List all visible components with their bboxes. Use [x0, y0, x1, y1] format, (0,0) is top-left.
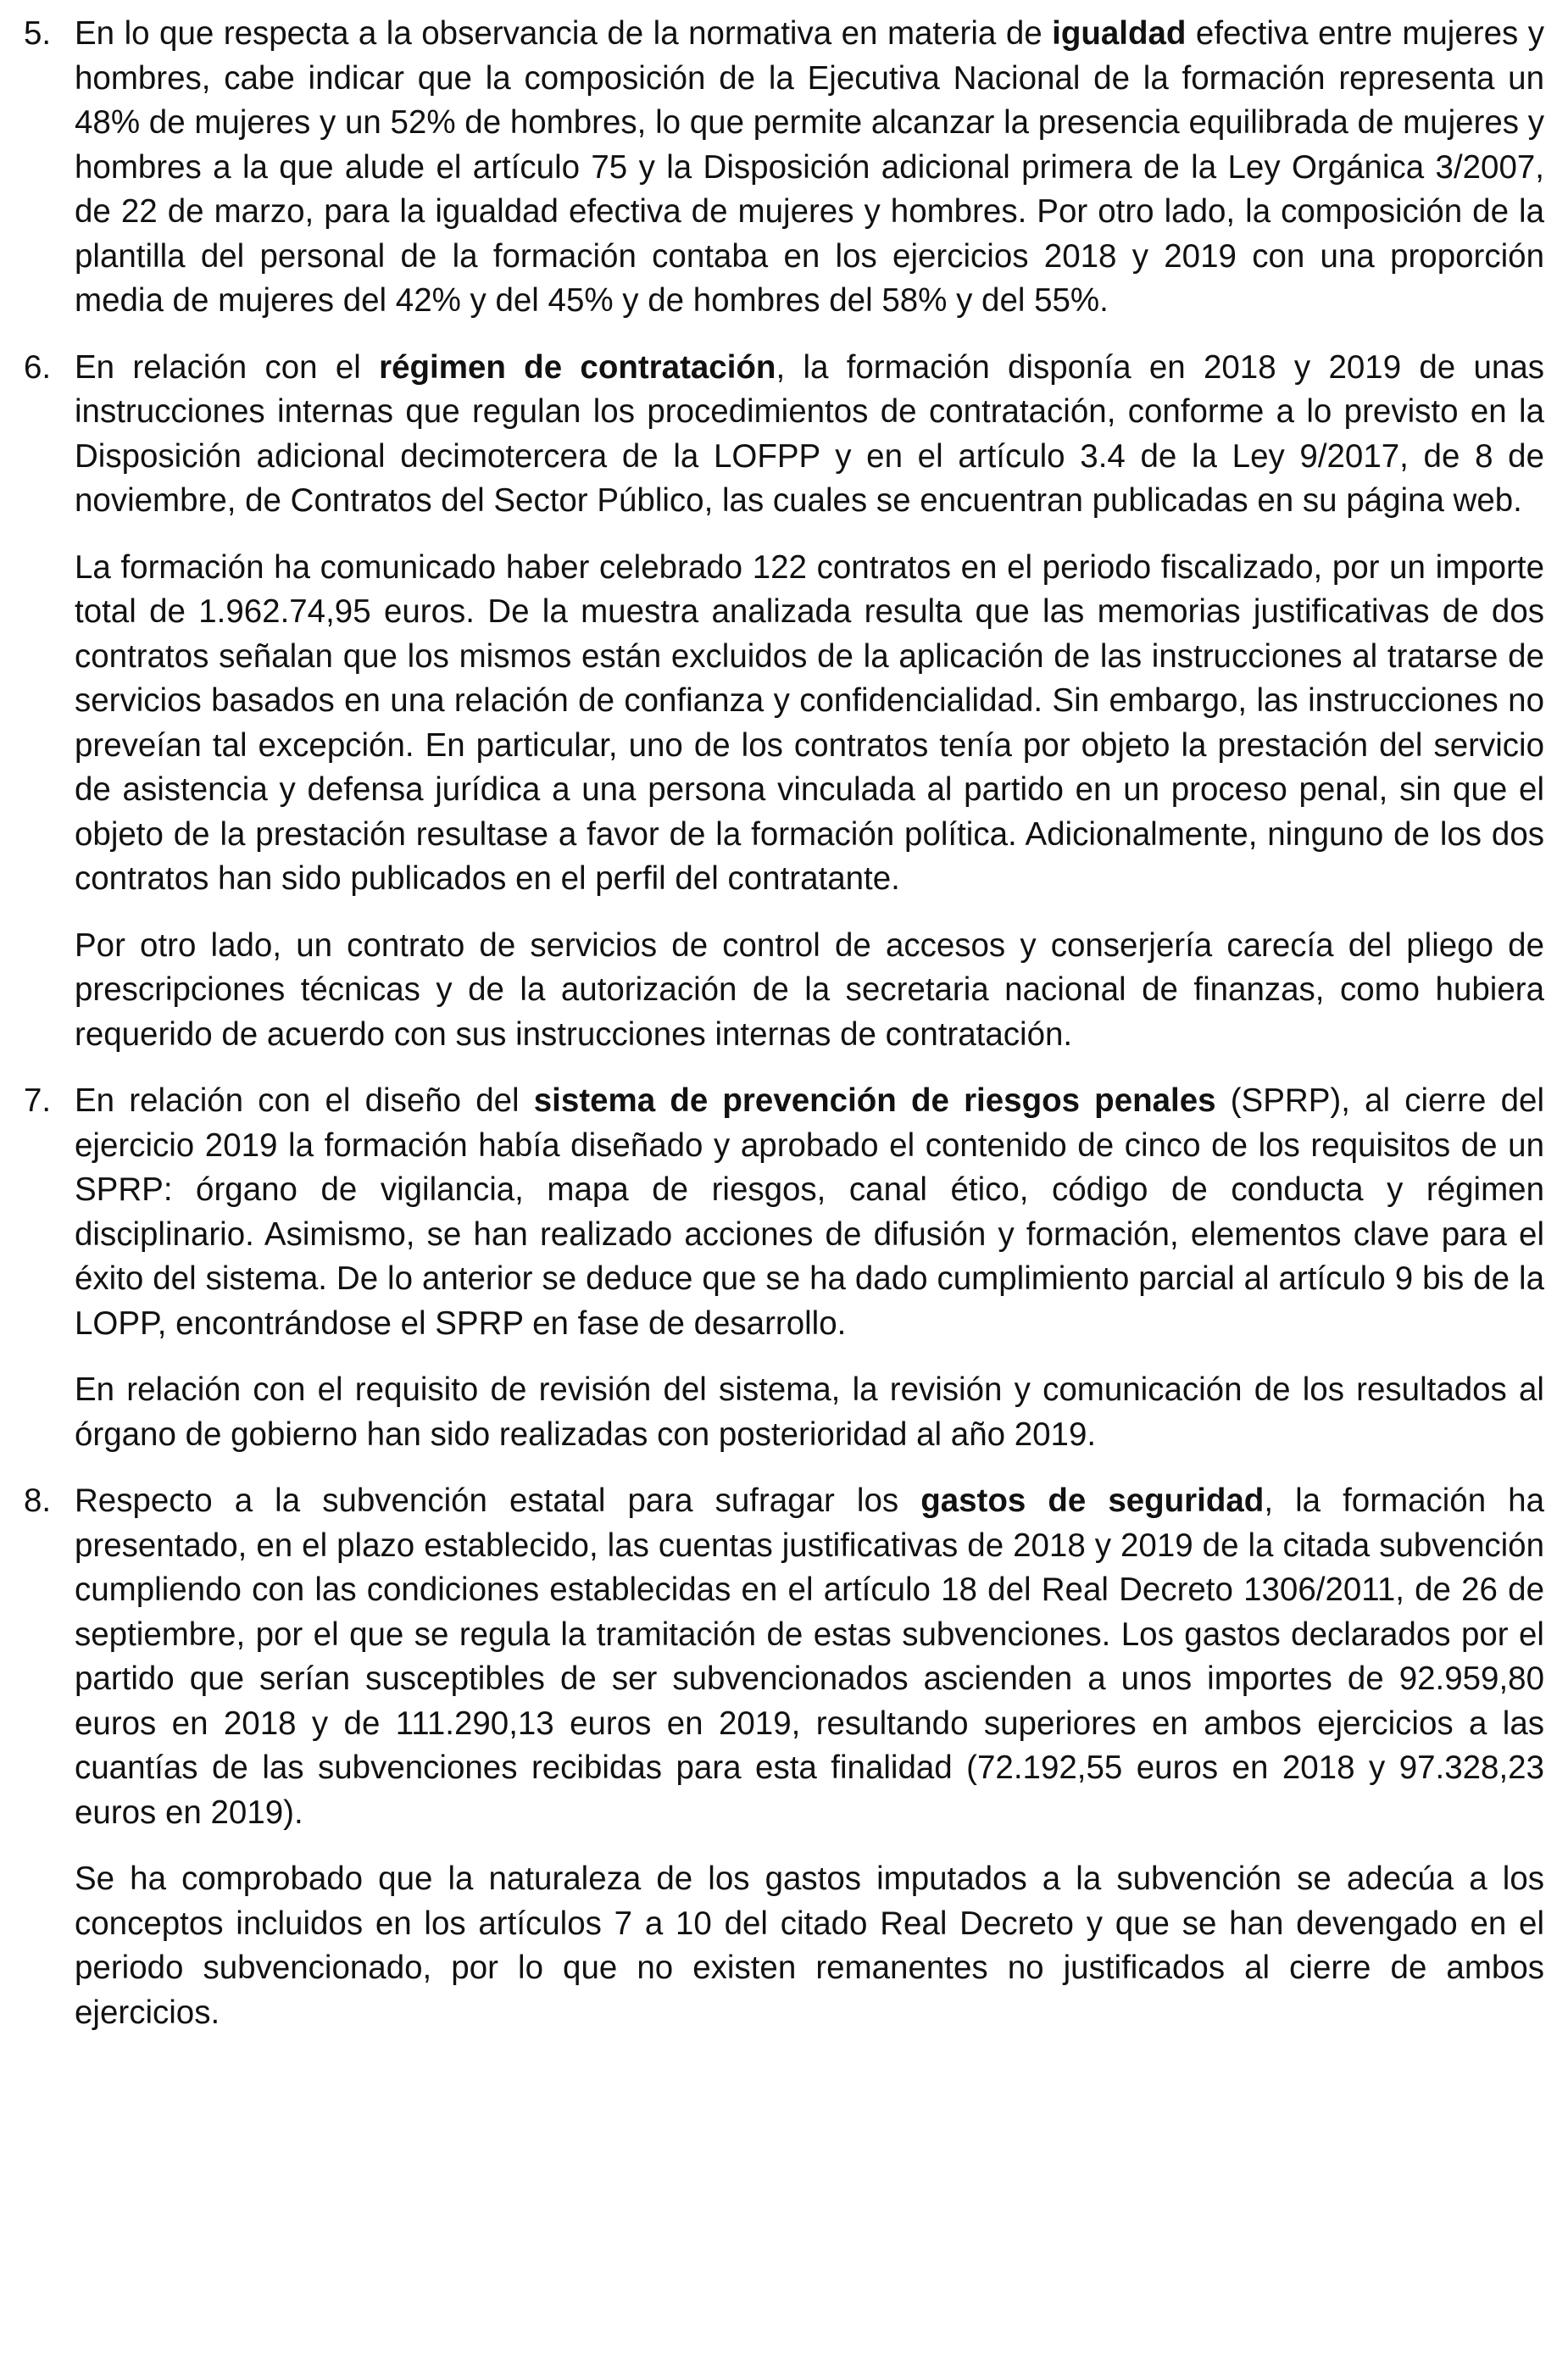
- bold-term: igualdad: [1052, 15, 1187, 52]
- item-number: 8.: [24, 1482, 52, 1519]
- numbered-item-8: [24, 1479, 1544, 2035]
- paragraph: Se ha comprobado que la naturaleza de los gastos imputados a la subvención se adecúa a los conceptos incluidos en los artículos 7 a 10 del citado Real Decreto y que se han devengado en el periodo subvencionado, por lo que no existen remanentes no justificados al cierre de ambos ejercicios.: [75, 1861, 1544, 2031]
- paragraph: La formación ha comunicado haber celebrado 122 contratos en el periodo fiscalizado, por un importe total de 1.962.74,95 euros. De la muestra analizada resulta que las memorias justificativas de dos contratos señalan que los mismos están excluidos de la aplicación de las instrucciones al tratarse de servicios basados en una relación de confianza y confidencialidad. Sin embargo, las instrucciones no preveían tal excepción. En particular, uno de los contratos tenía por objeto la prestación del servicio de asistencia y defensa jurídica a una persona vinculada al partido en un proceso penal, sin que el objeto de la prestación resultase a favor de la formación política. Adicionalmente, ninguno de los dos contratos han sido publicados en el perfil del contratante.: [75, 548, 1544, 897]
- numbered-item-6: [24, 346, 1544, 1058]
- bold-term: sistema de prevención de riesgos penales: [533, 1082, 1216, 1119]
- item-number: 5.: [24, 15, 52, 52]
- paragraph: Por otro lado, un contrato de servicios de control de accesos y conserjería carecía del pliego de prescripciones técnicas y de la autorización de la secretaria nacional de finanzas, como hubiera requerido de acuerdo con sus instrucciones internas de contratación.: [75, 926, 1544, 1053]
- paragraph: En relación con el diseño del sistema de prevención de riesgos penales (SPRP), al cierre del ejercicio 2019 la formación había diseñado y aprobado el contenido de cinco de los requisitos de un SPRP: órgano de vigilancia, mapa de riesgos, canal ético, código de conducta y régimen disciplinario. Asimismo, se han realizado acciones de difusión y formación, elementos clave para el éxito del sistema. De lo anterior se deduce que se ha dado cumplimiento parcial al artículo 9 bis de la LOPP, encontrándose el SPRP en fase de desarrollo.: [75, 1082, 1545, 1342]
- bold-term: gastos de seguridad: [920, 1482, 1265, 1519]
- paragraph: En relación con el requisito de revisión del sistema, la revisión y comunicación de los resultados al órgano de gobierno han sido realizadas con posterioridad al año 2019.: [75, 1371, 1544, 1453]
- paragraph: Respecto a la subvención estatal para sufragar los gastos de seguridad, la formación ha presentado, en el plazo establecido, las cuentas justificativas de 2018 y 2019 de la citada subvención cumpliendo con las condiciones establecidas en el artículo 18 del Real Decreto 1306/2011, de 26 de septiembre, por el que se regula la tramitación de estas subvenciones. Los gastos declarados por el partido que serían susceptibles de ser subvencionados ascienden a unos importes de 92.959,80 euros en 2018 y de 111.290,13 euros en 2019, resultando superiores en ambos ejercicios a las cuantías de las subvenciones recibidas para esta finalidad (72.192,55 euros en 2018 y 97.328,23 euros en 2019).: [75, 1482, 1545, 1831]
- paragraph: En lo que respecta a la observancia de la normativa en materia de igualdad efectiva entre mujeres y hombres, cabe indicar que la composición de la Ejecutiva Nacional de la formación representa un 48% de mujeres y un 52% de hombres, lo que permite alcanzar la presencia equilibrada de mujeres y hombres a la que alude el artículo 75 y la Disposición adicional primera de la Ley Orgánica 3/2007, de 22 de marzo, para la igualdad efectiva de mujeres y hombres. Por otro lado, la composición de la plantilla del personal de la formación contaba en los ejercicios 2018 y 2019 con una proporción media de mujeres del 42% y del 45% y de hombres del 58% y del 55%.: [75, 15, 1544, 319]
- numbered-item-5: [24, 12, 1544, 324]
- paragraph: En relación con el régimen de contratación, la formación disponía en 2018 y 2019 de unas instrucciones internas que regulan los procedimientos de contratación, conforme a lo previsto en la Disposición adicional decimotercera de la LOFPP y en el artículo 3.4 de la Ley 9/2017, de 8 de noviembre, de Contratos del Sector Público, las cuales se encuentran publicadas en su página web.: [75, 348, 1544, 519]
- numbered-item-7: [24, 1079, 1544, 1457]
- item-number: 7.: [24, 1082, 52, 1119]
- item-number: 6.: [24, 348, 52, 386]
- bold-term: régimen de contratación: [379, 348, 776, 386]
